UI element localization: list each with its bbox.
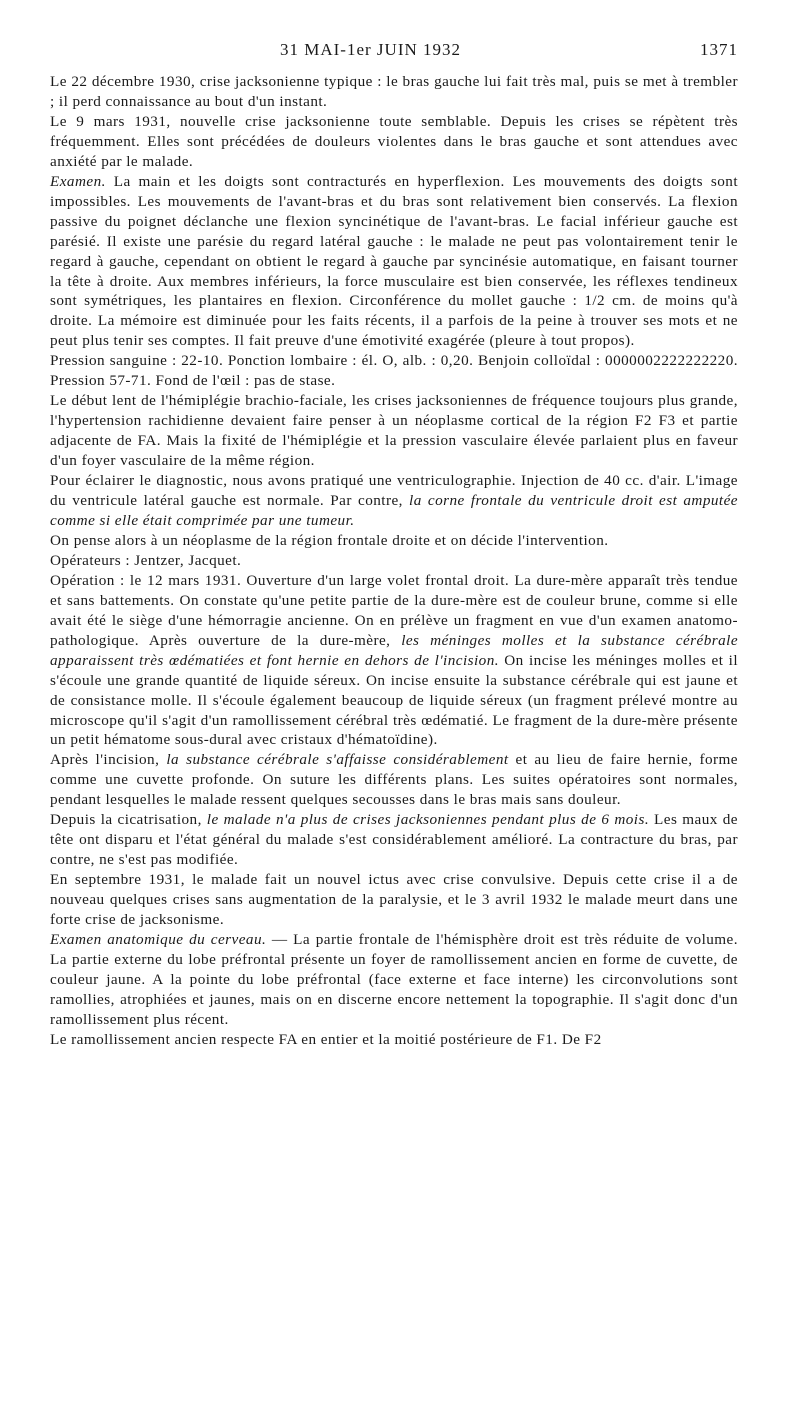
paragraph-lead: Pression bbox=[50, 352, 106, 370]
paragraph-text: la cicatrisation, bbox=[95, 811, 207, 829]
paragraph-text: lent de l'hémiplégie brachio-faciale, les crises jacksoniennes de fréquence toujours plus grande, l'hypertension rachidienne devaient faire penser à un néoplasme cortical de la région F2 F3 et partie adjacente de FA. Mais la fixité de l'hémiplégie et la pression vasculaire élevée parlaient plus en faveur d'un foyer vasculaire de la même région. bbox=[50, 392, 738, 470]
paragraph-text: décembre 1930, crise jacksonienne typique : le bras gauche lui fait très mal, puis se met à trembler ; il perd connaissance au bout d'un instant. bbox=[50, 73, 738, 110]
paragraph bbox=[50, 870, 738, 930]
paragraph-text: — La partie frontale de l'hémisphère droit est très réduite de volume. La partie externe du lobe préfrontal présente un foyer de ramollissement ancien en forme de cuvette, de couleur jaune. A la pointe du lobe préfrontal (face externe et face interne) les circonvolutions sont ramollies, atrophiées et jaunes, mais on en discerne encore nettement la topographie. Il s'agit donc d'un ramollissement plus récent. bbox=[50, 930, 738, 1028]
paragraph-lead: On bbox=[50, 531, 70, 549]
paragraph-text: La main et les doigts sont contracturés en hyperflexion. Les mouvements des doigts sont impossibles. Les mouvements de l'avant-bras et du bras sont relativement bien conservés. La flexion passive du poignet déclanche une flexion syncinétique de l'avant-bras. Le facial inférieur gauche est parésié. Il existe une parésie du regard latéral gauche : le malade ne peut pas volontairement tenir le regard à gauche, cependant on obtient le regard à gauche par syncinésie automatique, en faisant tourner la tête à droite. Aux membres inférieurs, la force musculaire est bien conservée, les réflexes tendineux sont symétriques, les plantaires en flexion. Circonférence du mollet gauche : 1/2 cm. de moins qu'à droite. La mémoire est diminuée pour les faits récents, il a parfois de la peine à trouver ses mots et ne peut plus tenir ses comptes. Il fait preuve d'une émotivité exagérée (pleure à tout propos). bbox=[50, 172, 738, 350]
paragraph-text: l'incision, bbox=[88, 751, 167, 769]
paragraph-lead: En bbox=[50, 871, 68, 889]
paragraph-text: sanguine : 22-10. Ponction lombaire : él. O, alb. : 0,20. Benjoin colloïdal : 0000002222222220. Pression 57-71. Fond de l'œil : pas de stase. bbox=[50, 352, 738, 390]
paragraph-emphasis: le malade n'a plus de crises jacksoniennes pendant plus de 6 mois. bbox=[206, 811, 650, 829]
paragraph-text: pense alors à un néoplasme de la région frontale droite et on décide l'intervention. bbox=[69, 531, 609, 549]
body-text bbox=[50, 72, 738, 1050]
running-header bbox=[0, 40, 800, 62]
paragraph bbox=[50, 571, 738, 751]
paragraph-emphasis: la corne frontale du ventricule droit est amputée comme si elle était comprimée par une tumeur. bbox=[50, 492, 738, 529]
paragraph bbox=[50, 471, 738, 531]
paragraph bbox=[50, 351, 738, 391]
paragraph-lead: Examen. bbox=[50, 172, 106, 190]
running-title: 31 MAI-1er JUIN 1932 bbox=[280, 40, 462, 59]
paragraph bbox=[50, 750, 738, 810]
paragraph-emphasis: la substance cérébrale s'affaisse considérablement bbox=[166, 751, 509, 769]
paragraph-tail: Les maux de tête ont disparu et l'état général du malade s'est considérablement amélioré. La contracture du bras, par contre, ne s'est pas modifiée. bbox=[50, 811, 738, 869]
paragraph-lead: Examen anatomique du cerveau. bbox=[50, 930, 267, 948]
paragraph bbox=[50, 930, 738, 1030]
paragraph-lead: Opération bbox=[50, 571, 115, 589]
paragraph-text: : Jentzer, Jacquet. bbox=[121, 551, 242, 569]
paragraph bbox=[50, 72, 738, 112]
paragraph bbox=[50, 112, 738, 172]
paragraph-emphasis: les méninges molles et la substance cérébrale apparaissent très œdématiées et font hernie en dehors de l'incision. bbox=[50, 631, 739, 669]
paragraph-lead: Après bbox=[50, 751, 89, 769]
paragraph-tail: On incise les méninges molles et il s'écoule une grande quantité de liquide séreux. On incise ensuite la substance cérébrale qui est jaune et de consistance molle. Il s'écoule également beaucoup de liquide séreux (un fragment prélevé montre au microscope qu'il s'agit d'un ramollissement cérébral très œdématié. Le fragment de la dure-mère présente un petit hématome sous-dural avec cristaux d'hématoïdine). bbox=[50, 651, 738, 749]
paragraph-text: ramollissement ancien respecte FA en entier et la moitié postérieure de F1. De F2 bbox=[66, 1030, 602, 1048]
paragraph-tail: et au lieu de faire hernie, forme comme une cuvette profonde. On suture les différents plans. Les suites opératoires sont normales, pendant lesquelles le malade ressent quelques secousses dans le bras mais sans douleur. bbox=[50, 751, 738, 809]
paragraph bbox=[50, 172, 738, 352]
paragraph-lead: Le début bbox=[50, 392, 108, 410]
page-number: 1371 bbox=[700, 40, 738, 59]
paragraph-text: septembre 1931, le malade fait un nouvel ictus avec crise convulsive. Depuis cette crise il a de nouveau quelques crises sans augmentation de la paralysie, et le 3 avril 1932 le malade meurt dans une forte crise de jacksonisme. bbox=[50, 871, 738, 929]
paragraph-lead: Opérateurs bbox=[50, 551, 122, 569]
paragraph bbox=[50, 1030, 738, 1050]
paragraph-lead: Le 9 bbox=[50, 112, 85, 130]
paragraph-text: éclairer le diagnostic, nous avons pratiqué une ventriculographie. Injection de 40 cc. d'air. L'image du ventricule latéral gauche est normale. Par contre, bbox=[50, 472, 738, 510]
paragraph bbox=[50, 531, 738, 551]
paragraph-text: mars 1931, nouvelle crise jacksonienne toute semblable. Depuis les crises se répètent très fréquemment. Elles sont précédées de douleurs violentes dans le bras gauche et sont attendues avec anxiété par le malade. bbox=[50, 112, 739, 170]
paragraph-lead: Le 22 bbox=[50, 73, 88, 90]
paragraph-lead: Le bbox=[50, 1030, 67, 1048]
paragraph bbox=[50, 391, 738, 471]
paragraph bbox=[50, 810, 738, 870]
paragraph-text: : le 12 mars 1931. Ouverture d'un large volet frontal droit. La dure-mère apparaît très tendue et sans battements. On constate qu'une petite partie de la dure-mère est de couleur brune, comme si elle avait été le siège d'une hémorragie ancienne. On en prélève un fragment en vue d'un examen anatomo-pathologique. Après ouverture de la dure-mère, bbox=[50, 571, 738, 649]
paragraph-lead: Depuis bbox=[50, 811, 96, 829]
paragraph bbox=[50, 551, 738, 571]
paragraph-lead: Pour bbox=[50, 472, 81, 490]
